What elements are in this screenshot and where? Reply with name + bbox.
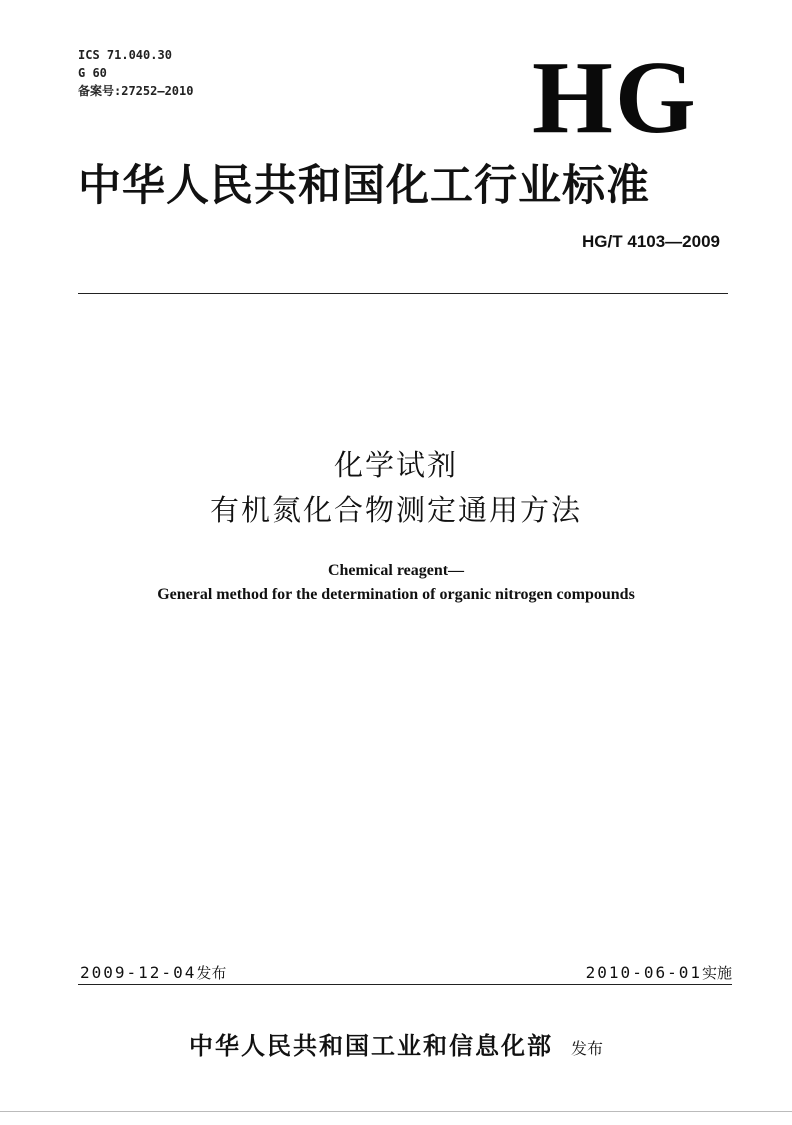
effective-label: 实施 — [701, 964, 732, 982]
scan-edge-line — [0, 1111, 792, 1112]
cn-title-line2: 有机氮化合物测定通用方法 — [209, 493, 582, 527]
effective-date-group — [586, 962, 732, 983]
publisher-verb: 发布 — [570, 1039, 603, 1058]
standard-code: HG/T 4103—2009 — [582, 232, 720, 251]
ccs-code: G 60 — [78, 66, 107, 80]
standard-title: 中华人民共和国化工行业标准 — [78, 161, 650, 211]
en-title-line2: General method for the determination of organic nitrogen compounds — [157, 586, 635, 603]
top-divider — [78, 293, 728, 294]
hg-logo: HG — [532, 40, 698, 155]
ics-code: ICS 71.040.30 — [78, 48, 172, 62]
record-number: 备案号:27252—2010 — [78, 84, 194, 98]
issue-date: 2009-12-04 — [80, 963, 197, 982]
bottom-divider — [78, 984, 732, 985]
issue-date-group — [80, 962, 226, 983]
classification-block — [78, 46, 193, 100]
cn-title-line1: 化学试剂 — [333, 448, 458, 482]
en-title-line1: Chemical reagent— — [327, 562, 465, 579]
dates-row — [80, 962, 732, 983]
issue-label: 发布 — [196, 964, 227, 982]
publisher-org: 中华人民共和国工业和信息化部 — [188, 1031, 553, 1060]
publisher-line — [0, 1026, 792, 1061]
effective-date: 2010-06-01 — [585, 963, 702, 982]
